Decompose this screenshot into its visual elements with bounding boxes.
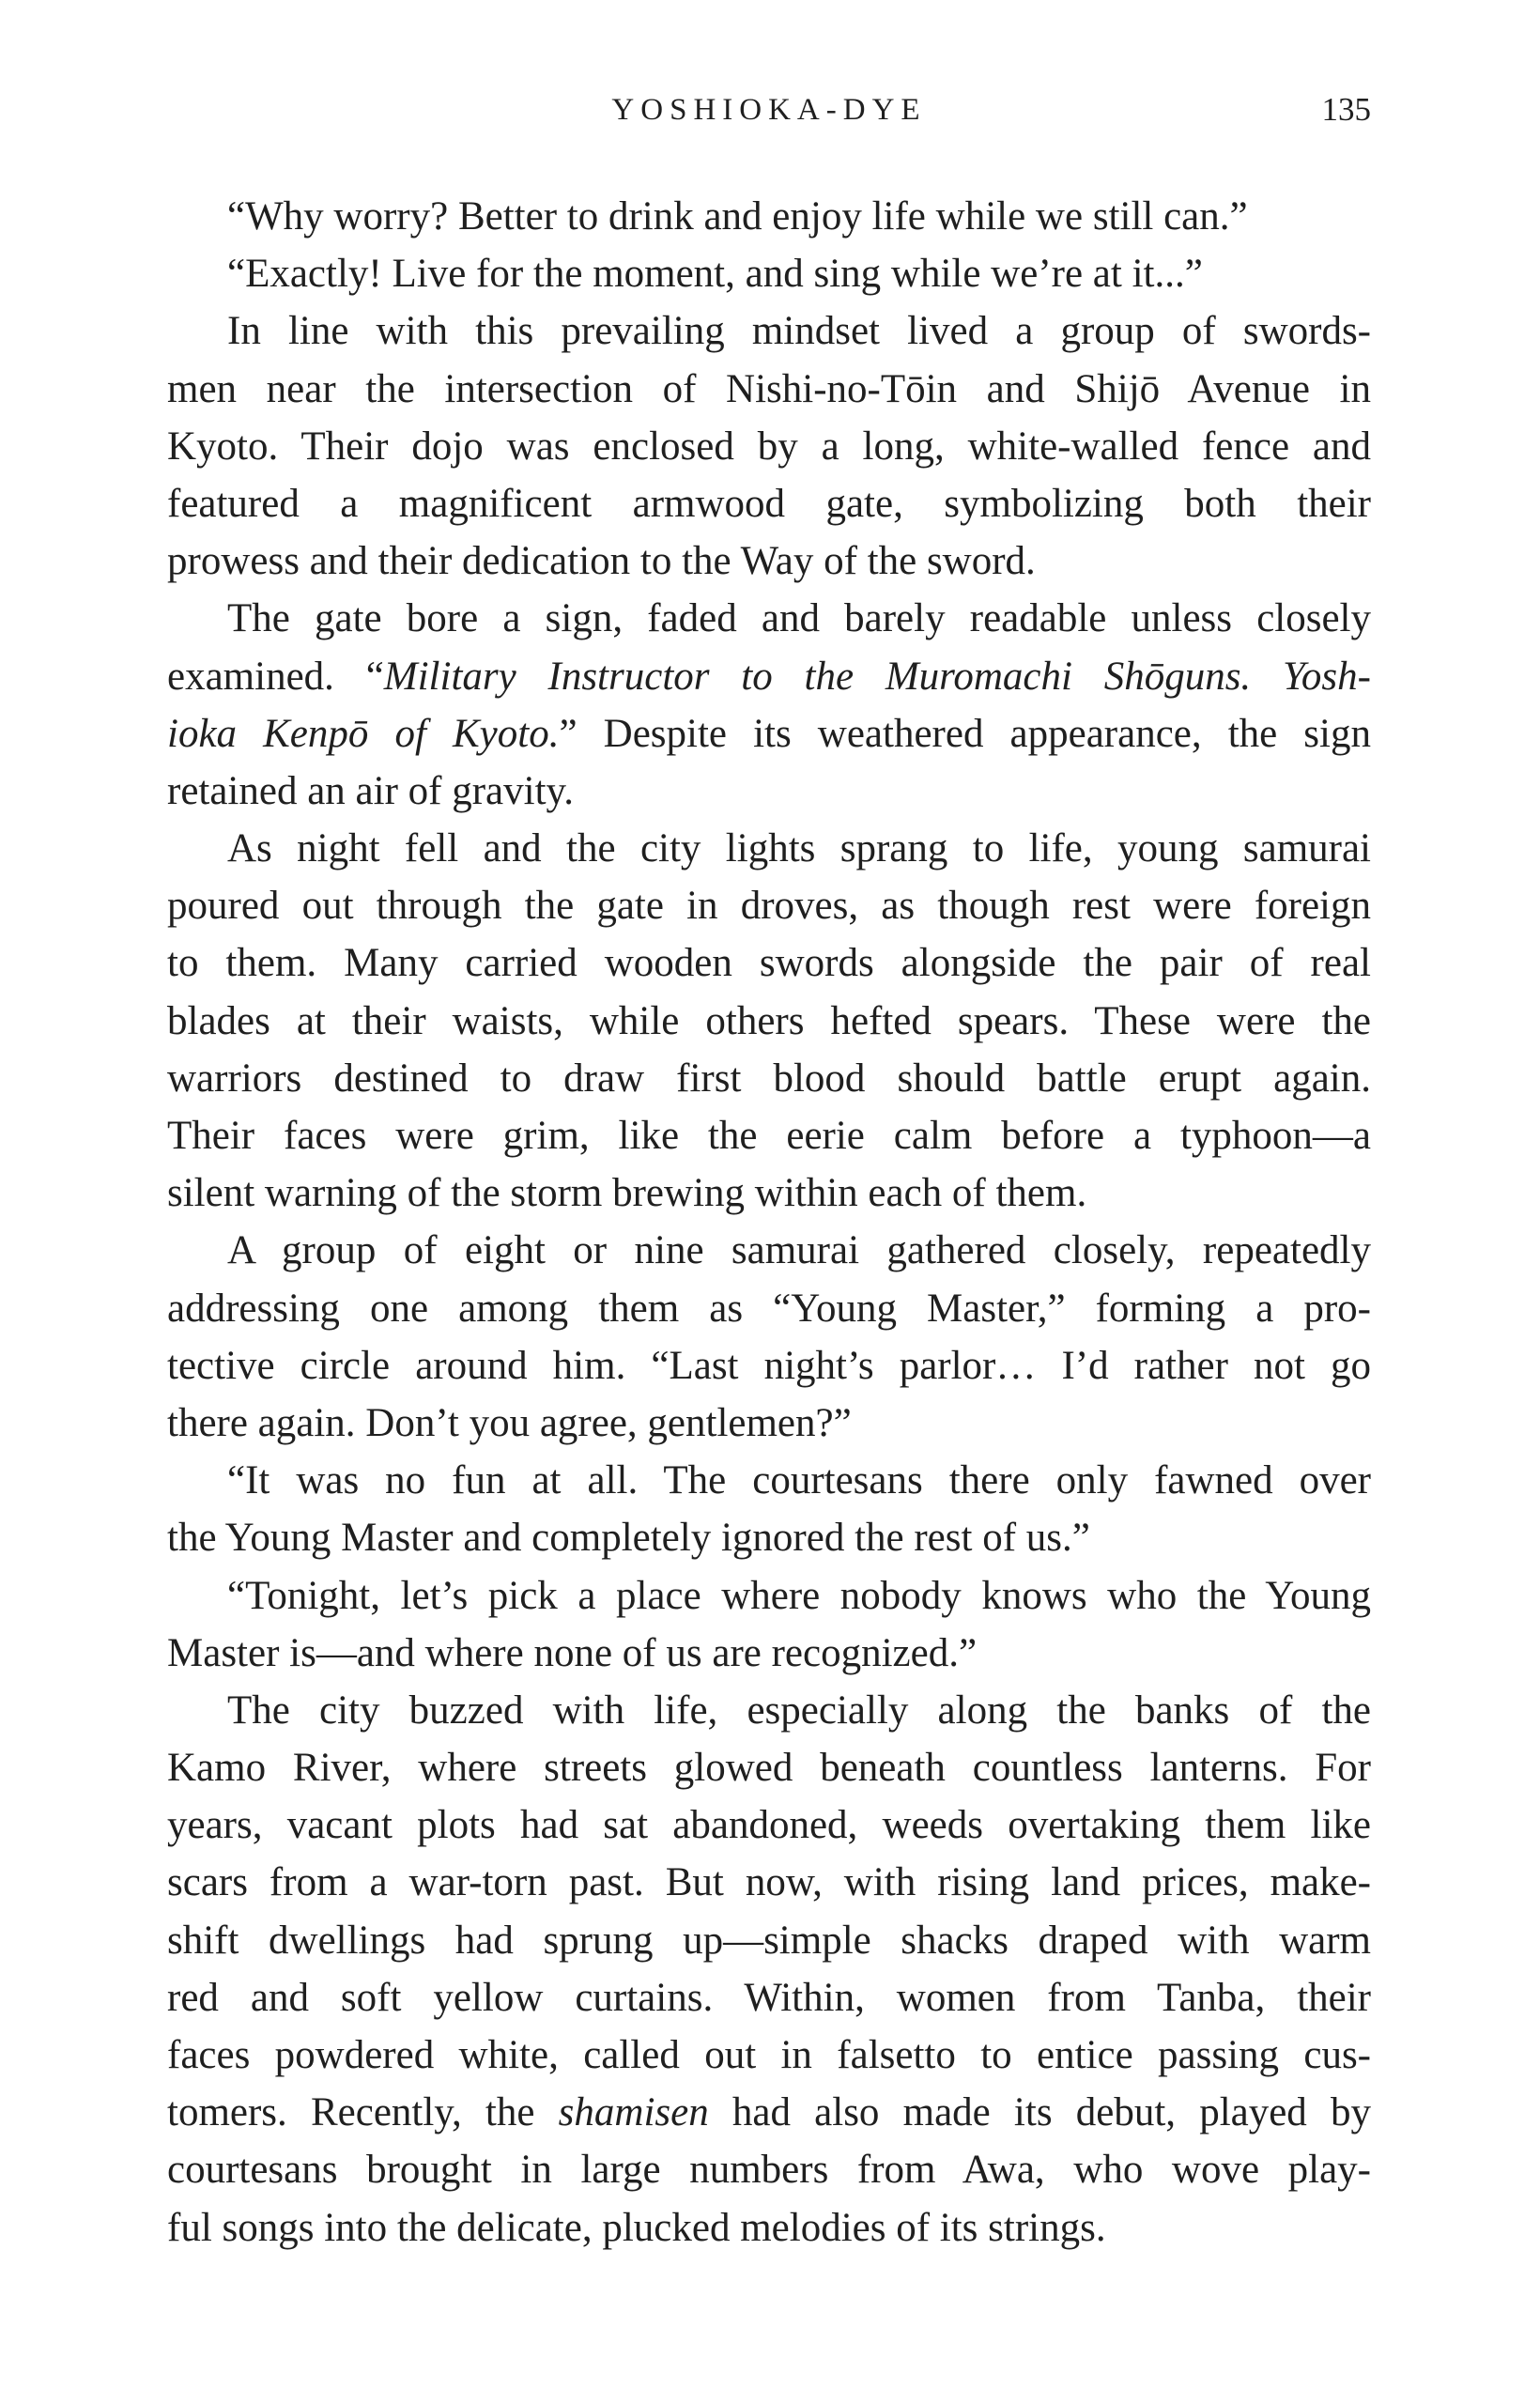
text-segment: addressing one among them as “Young Master,” forming a pro- [167, 1286, 1371, 1331]
text-segment: The gate bore a sign, faded and barely readable unless closely [227, 596, 1371, 641]
text-segment: examined. “ [167, 654, 384, 699]
text-line [167, 1854, 1371, 1911]
text-line [167, 763, 1371, 820]
text-segment: silent warning of the storm brewing within each of them. [167, 1171, 1087, 1216]
body-text [167, 188, 1371, 2257]
text-segment: retained an air of gravity. [167, 768, 574, 813]
italic-text: shamisen [558, 2090, 709, 2135]
text-segment: red and soft yellow curtains. Within, women from Tanba, their [167, 1975, 1371, 2020]
text-segment: The city buzzed with life, especially along the banks of the [227, 1687, 1371, 1733]
text-segment: poured out through the gate in droves, as though rest were foreign [167, 884, 1371, 929]
text-segment: shift dwellings had sprung up—simple shacks draped with warm [167, 1918, 1371, 1963]
running-head [167, 86, 1371, 133]
text-segment: faces powdered white, called out in falsetto to entice passing cus- [167, 2033, 1371, 2077]
text-line [167, 302, 1371, 360]
text-line [167, 877, 1371, 934]
text-segment: Their faces were grim, like the eerie calm before a typhoon—a [167, 1114, 1371, 1158]
text-line [167, 245, 1371, 302]
text-segment: the Young Master and completely ignored the rest of us.” [167, 1516, 1090, 1561]
text-segment: ful songs into the delicate, plucked melodies of its strings. [167, 2205, 1106, 2250]
text-line [167, 1739, 1371, 1796]
text-line [167, 648, 1371, 705]
text-line [167, 1509, 1371, 1566]
italic-text: ioka Kenpō of Kyoto. [167, 711, 560, 756]
text-segment: featured a magnificent armwood gate, symbolizing both their [167, 481, 1371, 526]
text-line [167, 2141, 1371, 2198]
text-segment: blades at their waists, while others hefted spears. These were the [167, 998, 1371, 1043]
text-line [167, 1164, 1371, 1222]
text-line [167, 1796, 1371, 1854]
text-segment: tomers. Recently, the [167, 2090, 559, 2135]
text-segment: men near the intersection of Nishi-no-Tōin and Shijō Avenue in [167, 366, 1371, 411]
text-line [167, 1452, 1371, 1509]
text-line [167, 590, 1371, 647]
text-segment: Master is—and where none of us are recognized.” [167, 1630, 978, 1675]
text-segment: “Tonight, let’s pick a place where nobody knows who the Young [227, 1573, 1371, 1618]
text-segment: A group of eight or nine samurai gathered closely, repeatedly [227, 1228, 1371, 1273]
text-line [167, 2084, 1371, 2141]
text-line [167, 475, 1371, 532]
text-line [167, 1280, 1371, 1337]
text-segment: there again. Don’t you agree, gentlemen?” [167, 1400, 852, 1445]
text-line [167, 1395, 1371, 1452]
running-title: YOSHIOKA-DYE [611, 93, 927, 127]
text-line [167, 1625, 1371, 1682]
text-line [167, 705, 1371, 763]
text-segment: “It was no fun at all. The courtesans there only fawned over [227, 1458, 1371, 1503]
text-segment: prowess and their dedication to the Way of the sword. [167, 539, 1036, 584]
text-segment: Kyoto. Their dojo was enclosed by a long, white-walled fence and [167, 424, 1371, 469]
text-segment: years, vacant plots had sat abandoned, weeds overtaking them like [167, 1803, 1371, 1848]
text-segment: scars from a war-torn past. But now, with rising land prices, make- [167, 1860, 1371, 1905]
italic-text: Military Instructor to the Muromachi Shōguns. Yosh- [383, 654, 1371, 699]
text-segment: ” Despite its weathered appearance, the sign [559, 711, 1371, 756]
text-line [167, 361, 1371, 418]
text-segment: In line with this prevailing mindset lived a group of swords- [227, 309, 1371, 354]
text-segment: As night fell and the city lights sprang to life, young samurai [227, 826, 1371, 871]
text-line [167, 1912, 1371, 1969]
text-line [167, 1107, 1371, 1164]
page-number: 135 [1321, 91, 1371, 128]
text-segment: had also made its debut, played by [708, 2090, 1371, 2135]
text-line [167, 2199, 1371, 2257]
text-line [167, 820, 1371, 877]
text-line [167, 1682, 1371, 1739]
text-line [167, 934, 1371, 992]
text-line [167, 1969, 1371, 2026]
text-line [167, 993, 1371, 1050]
text-line [167, 532, 1371, 590]
text-segment: “Why worry? Better to drink and enjoy life while we still can.” [227, 194, 1248, 239]
text-line [167, 2026, 1371, 2084]
text-line [167, 1050, 1371, 1107]
text-line [167, 1337, 1371, 1395]
text-segment: Kamo River, where streets glowed beneath countless lanterns. For [167, 1746, 1371, 1791]
text-line [167, 188, 1371, 245]
text-line [167, 1222, 1371, 1279]
text-line [167, 418, 1371, 475]
text-line [167, 1567, 1371, 1625]
text-segment: tective circle around him. “Last night’s parlor… I’d rather not go [167, 1343, 1371, 1388]
text-segment: “Exactly! Live for the moment, and sing while we’re at it...” [227, 252, 1203, 297]
text-segment: to them. Many carried wooden swords alongside the pair of real [167, 941, 1371, 986]
text-segment: courtesans brought in large numbers from Awa, who wove play- [167, 2148, 1371, 2193]
text-segment: warriors destined to draw first blood should battle erupt again. [167, 1056, 1371, 1101]
